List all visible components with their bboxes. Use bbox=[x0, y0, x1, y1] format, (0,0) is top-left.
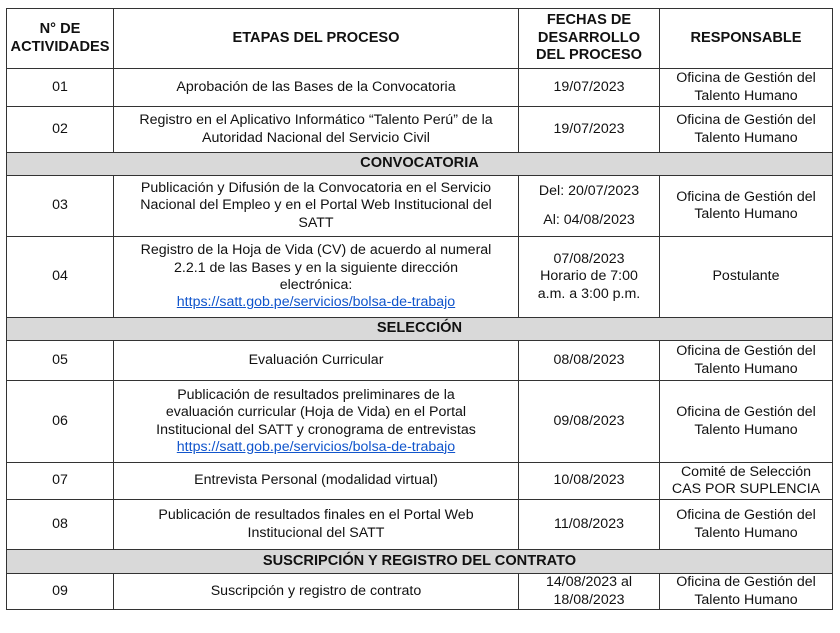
responsible-unit-line: Comité de Selección bbox=[680, 463, 812, 480]
activity-number: 02 bbox=[7, 107, 114, 153]
process-date bbox=[519, 237, 660, 318]
process-stage-line: Publicación de resultados preliminares de la bbox=[177, 386, 455, 403]
process-date-line: 10/08/2023 bbox=[553, 472, 625, 489]
responsible-unit-line: Talento Humano bbox=[694, 524, 798, 541]
responsible-unit-line: Oficina de Gestión del bbox=[676, 574, 816, 591]
process-date-line: Horario de 7:00 bbox=[540, 268, 638, 285]
responsible-unit bbox=[660, 463, 833, 500]
process-stage-line: Registro de la Hoja de Vida (CV) de acuerdo al numeral bbox=[140, 242, 492, 259]
table-row bbox=[7, 176, 833, 237]
table-row bbox=[7, 237, 833, 318]
process-stage-line: Suscripción y registro de contrato bbox=[210, 582, 422, 599]
responsible-unit-line: Oficina de Gestión del bbox=[676, 112, 816, 129]
process-date-line: 14/08/2023 al bbox=[546, 574, 632, 591]
header-line: N° DE bbox=[39, 20, 81, 37]
responsible-unit-line: Talento Humano bbox=[694, 206, 798, 222]
responsible-unit bbox=[660, 69, 833, 107]
responsible-unit bbox=[660, 574, 833, 610]
process-stage-line: Publicación y Difusión de la Convocatoria en el Servicio bbox=[140, 180, 492, 197]
activity-number: 01 bbox=[7, 69, 114, 107]
process-date-line: Del: 20/07/2023 bbox=[538, 182, 640, 199]
process-stage bbox=[114, 574, 519, 610]
responsible-unit-line: Oficina de Gestión del bbox=[676, 343, 816, 360]
process-date bbox=[519, 463, 660, 500]
process-stage-line: Institucional del SATT bbox=[247, 524, 385, 541]
responsible-unit-line: Oficina de Gestión del bbox=[676, 507, 816, 524]
responsible-unit-line: Talento Humano bbox=[694, 591, 798, 608]
activity-number: 08 bbox=[7, 500, 114, 550]
header-responsible: RESPONSABLE bbox=[660, 9, 833, 69]
activity-number: 05 bbox=[7, 341, 114, 381]
process-stage-line: 2.2.1 de las Bases y en la siguiente dirección bbox=[174, 259, 458, 276]
process-date-line: 11/08/2023 bbox=[554, 515, 624, 532]
section-title: CONVOCATORIA bbox=[7, 153, 833, 176]
responsible-unit bbox=[660, 237, 833, 318]
process-date bbox=[519, 176, 660, 237]
process-date-line: 18/08/2023 bbox=[553, 591, 625, 608]
process-stage-line: SATT bbox=[298, 214, 334, 231]
activity-number: 06 bbox=[7, 381, 114, 463]
responsible-unit-line: Oficina de Gestión del bbox=[676, 70, 816, 87]
process-date-line: 08/08/2023 bbox=[553, 351, 625, 368]
process-date bbox=[519, 500, 660, 550]
process-stage-line: Entrevista Personal (modalidad virtual) bbox=[194, 472, 438, 489]
responsible-unit bbox=[660, 500, 833, 550]
process-date bbox=[519, 107, 660, 153]
section-title: SELECCIÓN bbox=[7, 318, 833, 341]
responsible-unit-line: Talento Humano bbox=[694, 360, 798, 377]
table-row bbox=[7, 381, 833, 463]
responsible-unit bbox=[660, 341, 833, 381]
process-date-line: a.m. a 3:00 p.m. bbox=[537, 285, 641, 302]
process-stage-line: electrónica: bbox=[279, 277, 353, 293]
process-date-line: 07/08/2023 bbox=[553, 251, 625, 268]
table-row bbox=[7, 69, 833, 107]
job-board-link[interactable]: https://satt.gob.pe/servicios/bolsa-de-trabajo bbox=[176, 438, 456, 455]
process-stage-line: Nacional del Empleo y en el Portal Web Institucional del bbox=[140, 197, 492, 214]
header-activity-number bbox=[7, 9, 114, 69]
process-stage bbox=[114, 341, 519, 381]
responsible-unit-line: Oficina de Gestión del bbox=[676, 404, 816, 421]
schedule-body bbox=[7, 69, 833, 610]
process-stage-line: Evaluación Curricular bbox=[248, 351, 384, 368]
process-stage-line: evaluación curricular (Hoja de Vida) en el Portal bbox=[165, 404, 467, 421]
process-date bbox=[519, 574, 660, 610]
process-stage bbox=[114, 176, 519, 237]
table-row bbox=[7, 107, 833, 153]
section-row bbox=[7, 153, 833, 176]
process-stage bbox=[114, 463, 519, 500]
header-dates bbox=[519, 9, 660, 69]
process-date bbox=[519, 341, 660, 381]
responsible-unit-line: Talento Humano bbox=[694, 421, 798, 438]
process-stage-line: Institucional del SATT y cronograma de entrevistas bbox=[156, 421, 476, 438]
process-date-line: 09/08/2023 bbox=[553, 412, 625, 429]
process-date-line: 19/07/2023 bbox=[553, 78, 625, 95]
process-date-line: Al: 04/08/2023 bbox=[543, 212, 635, 228]
process-stage bbox=[114, 237, 519, 318]
process-stage-line: Publicación de resultados finales en el Portal Web bbox=[158, 507, 474, 524]
responsible-unit-line: CAS POR SUPLENCIA bbox=[671, 481, 821, 497]
process-stage-line: Autoridad Nacional del Servicio Civil bbox=[202, 129, 430, 146]
process-date-line: 19/07/2023 bbox=[553, 120, 625, 137]
activity-number: 07 bbox=[7, 463, 114, 500]
process-stage-line: Aprobación de las Bases de la Convocatoria bbox=[176, 78, 456, 95]
job-board-link[interactable]: https://satt.gob.pe/servicios/bolsa-de-trabajo bbox=[176, 294, 456, 311]
process-stage bbox=[114, 69, 519, 107]
responsible-unit bbox=[660, 107, 833, 153]
section-row bbox=[7, 318, 833, 341]
schedule-table bbox=[6, 8, 833, 610]
header-line: ACTIVIDADES bbox=[10, 38, 110, 55]
process-date bbox=[519, 69, 660, 107]
responsible-unit-line: Talento Humano bbox=[694, 129, 798, 146]
header-line: DEL PROCESO bbox=[536, 47, 642, 64]
activity-number: 04 bbox=[7, 237, 114, 318]
responsible-unit-line: Postulante bbox=[712, 268, 780, 285]
table-row bbox=[7, 341, 833, 381]
responsible-unit bbox=[660, 381, 833, 463]
table-row bbox=[7, 463, 833, 500]
process-stage bbox=[114, 381, 519, 463]
table-row bbox=[7, 574, 833, 610]
section-row bbox=[7, 550, 833, 574]
process-stage-line: Registro en el Aplicativo Informático “Talento Perú” de la bbox=[139, 112, 493, 129]
process-stage bbox=[114, 107, 519, 153]
header-line: DESARROLLO bbox=[537, 29, 641, 46]
responsible-unit bbox=[660, 176, 833, 237]
activity-number: 09 bbox=[7, 574, 114, 610]
activity-number: 03 bbox=[7, 176, 114, 237]
process-stage bbox=[114, 500, 519, 550]
responsible-unit-line: Oficina de Gestión del bbox=[676, 188, 816, 205]
header-row bbox=[7, 9, 833, 69]
responsible-unit-line: Talento Humano bbox=[694, 87, 798, 104]
table-row bbox=[7, 500, 833, 550]
header-line: FECHAS DE bbox=[546, 11, 632, 28]
header-process-stages: ETAPAS DEL PROCESO bbox=[114, 9, 519, 69]
section-title: SUSCRIPCIÓN Y REGISTRO DEL CONTRATO bbox=[7, 550, 833, 574]
process-date bbox=[519, 381, 660, 463]
